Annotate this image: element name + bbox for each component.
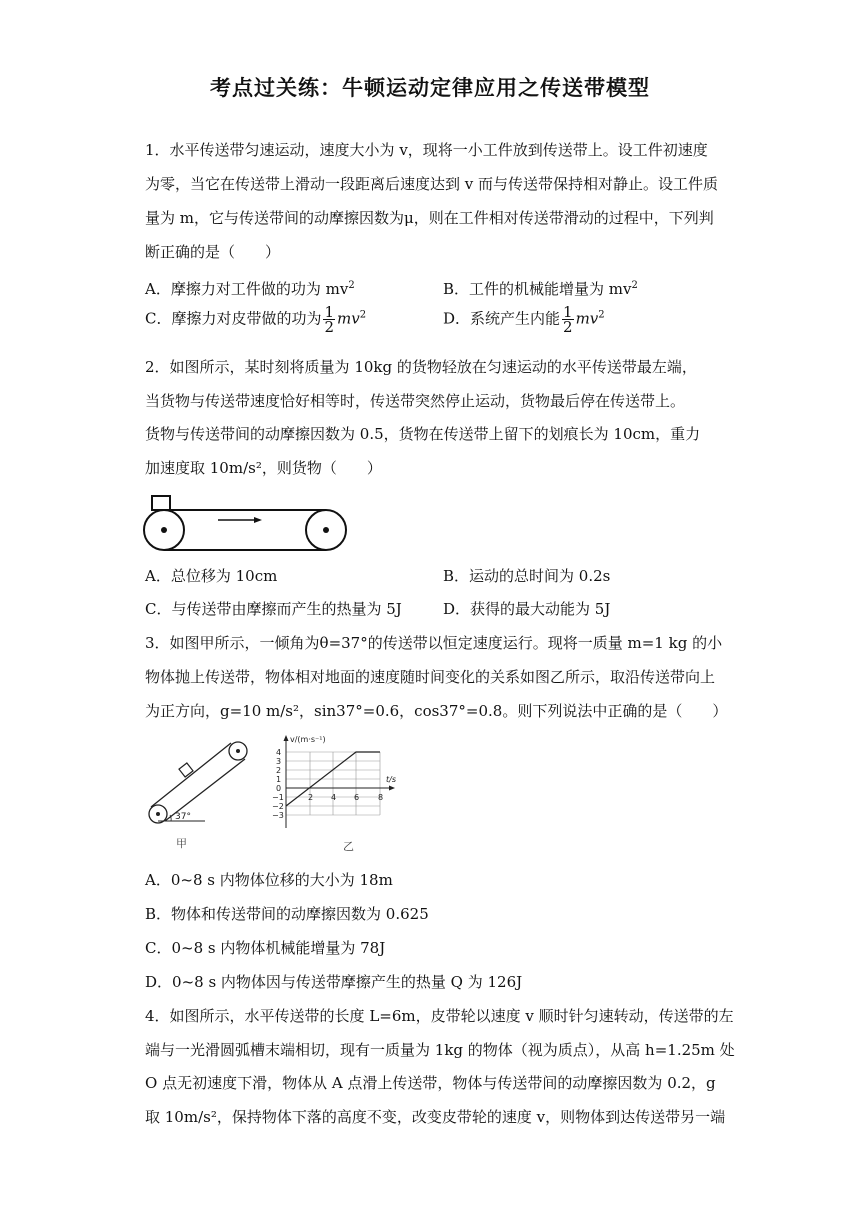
q3-line-3: 为正方向，g=10 m/s²，sin37°=0.6，cos37°=0.8。则下列说法中正确的是（ ） bbox=[145, 702, 728, 720]
q3-option-c: C．0~8 s 内物体机械能增量为 78J bbox=[145, 939, 386, 957]
q2-option-d: D．获得的最大动能为 5J bbox=[443, 600, 611, 618]
x-axis-label: t/s bbox=[386, 775, 396, 784]
q1-option-c-sup: 2 bbox=[359, 309, 367, 321]
x-tick-6: 6 bbox=[354, 793, 360, 802]
q2-option-a: A．总位移为 10cm bbox=[145, 567, 278, 585]
y-tick-neg1: −1 bbox=[272, 793, 284, 802]
y-tick-neg2: −2 bbox=[272, 802, 284, 811]
x-tick-4: 4 bbox=[331, 793, 337, 802]
q3-option-b: B．物体和传送带间的动摩擦因数为 0.625 bbox=[145, 905, 429, 923]
q2-option-b: B．运动的总时间为 0.2s bbox=[443, 567, 611, 585]
q1-option-b bbox=[443, 276, 638, 299]
y-tick-neg3: −3 bbox=[272, 811, 284, 820]
q4-line-1: 4．如图所示，水平传送带的长度 L=6m，皮带轮以速度 v 顺时针匀速转动，传送带的左 bbox=[145, 1007, 734, 1025]
fraction-denominator: 2 bbox=[324, 318, 335, 336]
page-title: 考点过关练：牛顿运动定律应用之传送带模型 bbox=[210, 76, 650, 100]
q1-line-4: 断正确的是（ ） bbox=[145, 243, 281, 261]
y-axis-arrow bbox=[284, 735, 289, 741]
y-tick-0: 0 bbox=[276, 784, 282, 793]
q1-option-c-fraction bbox=[323, 305, 335, 334]
y-tick-3: 3 bbox=[276, 757, 282, 766]
y-tick-1: 1 bbox=[276, 775, 282, 784]
q2-line-3: 货物与传送带间的动摩擦因数为 0.5，货物在传送带上留下的划痕长为 10cm，重力 bbox=[145, 425, 701, 443]
motion-arrow-head bbox=[254, 517, 262, 523]
fraction-numerator: 1 bbox=[563, 303, 573, 321]
q1-option-a bbox=[145, 276, 355, 299]
q1-line-2: 为零，当它在传送带上滑动一段距离后速度达到 v 而与传送带保持相对静止。设工件质 bbox=[145, 175, 719, 193]
q3-option-a: A．0~8 s 内物体位移的大小为 18m bbox=[145, 871, 393, 889]
q4-line-4: 取 10m/s²，保持物体下落的高度不变，改变皮带轮的速度 v，则物体到达传送带另一端 bbox=[145, 1108, 726, 1126]
q1-option-c bbox=[145, 305, 366, 334]
q1-option-b-sup: 2 bbox=[631, 280, 638, 291]
y-tick-4: 4 bbox=[276, 748, 282, 757]
q1-option-d-text: D．系统产生内能 bbox=[443, 309, 561, 328]
q1-line-3: 量为 m，它与传送带间的动摩擦因数为μ，则在工件相对传送带滑动的过程中，下列判 bbox=[145, 209, 714, 227]
incline-lower-axle bbox=[156, 812, 160, 816]
q1-option-d bbox=[443, 305, 605, 334]
x-tick-8: 8 bbox=[378, 793, 384, 802]
figure-jia-label: 甲 bbox=[176, 837, 187, 850]
q4-line-3: O 点无初速度下滑，物体从 A 点滑上传送带，物体与传送带间的动摩擦因数为 0.2，g bbox=[145, 1074, 716, 1092]
q3-line-2: 物体抛上传送带，物体相对地面的速度随时间变化的关系如图乙所示，取沿传送带向上 bbox=[145, 668, 716, 686]
incline-upper-axle bbox=[236, 749, 240, 753]
fraction-denominator: 2 bbox=[563, 318, 573, 336]
conveyor-belt-figure bbox=[140, 490, 350, 556]
q4-line-2: 端与一光滑圆弧槽末端相切，现有一质量为 1kg 的物体（视为质点），从高 h=1.25m 处 bbox=[145, 1041, 735, 1059]
y-tick-2: 2 bbox=[276, 766, 282, 775]
incline-conveyor-figure bbox=[145, 735, 260, 830]
right-pulley-axle bbox=[323, 527, 329, 533]
q1-option-c-text: C．摩擦力对皮带做的功为 bbox=[145, 309, 322, 328]
q3-option-d: D．0~8 s 内物体因与传送带摩擦产生的热量 Q 为 126J bbox=[145, 973, 523, 991]
incline-belt-top bbox=[151, 743, 231, 807]
q1-option-c-mv: mv bbox=[337, 309, 360, 328]
velocity-time-graph bbox=[268, 732, 418, 832]
x-axis-arrow bbox=[389, 786, 395, 791]
q2-option-c: C．与传送带由摩擦而产生的热量为 5J bbox=[145, 600, 402, 618]
q1-line-1: 1．水平传送带匀速运动，速度大小为 v，现将一小工件放到传送带上。设工件初速度 bbox=[145, 141, 708, 159]
left-pulley-axle bbox=[161, 527, 167, 533]
q3-line-1: 3．如图甲所示，一倾角为θ=37°的传送带以恒定速度运行。现将一质量 m=1 kg 的小 bbox=[145, 634, 723, 652]
q1-option-d-fraction bbox=[562, 305, 574, 334]
x-tick-2: 2 bbox=[308, 793, 314, 802]
cargo-block bbox=[152, 496, 170, 510]
q1-option-d-mv: mv bbox=[575, 309, 599, 328]
graph-grid bbox=[286, 752, 380, 815]
q1-option-b-text: B．工件的机械能增量为 mv bbox=[443, 280, 632, 298]
q2-line-4: 加速度取 10m/s²，则货物（ ） bbox=[145, 459, 382, 477]
q1-option-d-sup: 2 bbox=[598, 309, 605, 321]
figure-yi-label: 乙 bbox=[343, 840, 354, 853]
q2-line-2: 当货物与传送带速度恰好相等时，传送带突然停止运动，货物最后停在传送带上。 bbox=[145, 392, 686, 410]
q2-line-1: 2．如图所示，某时刻将质量为 10kg 的货物轻放在匀速运动的水平传送带最左端， bbox=[145, 358, 697, 376]
q1-option-a-sup: 2 bbox=[348, 280, 355, 291]
q1-option-a-text: A．摩擦力对工件做的功为 mv bbox=[145, 280, 349, 298]
fraction-numerator: 1 bbox=[324, 303, 335, 321]
y-axis-label: v/(m·s⁻¹) bbox=[290, 735, 326, 744]
angle-label: 37° bbox=[175, 812, 191, 822]
